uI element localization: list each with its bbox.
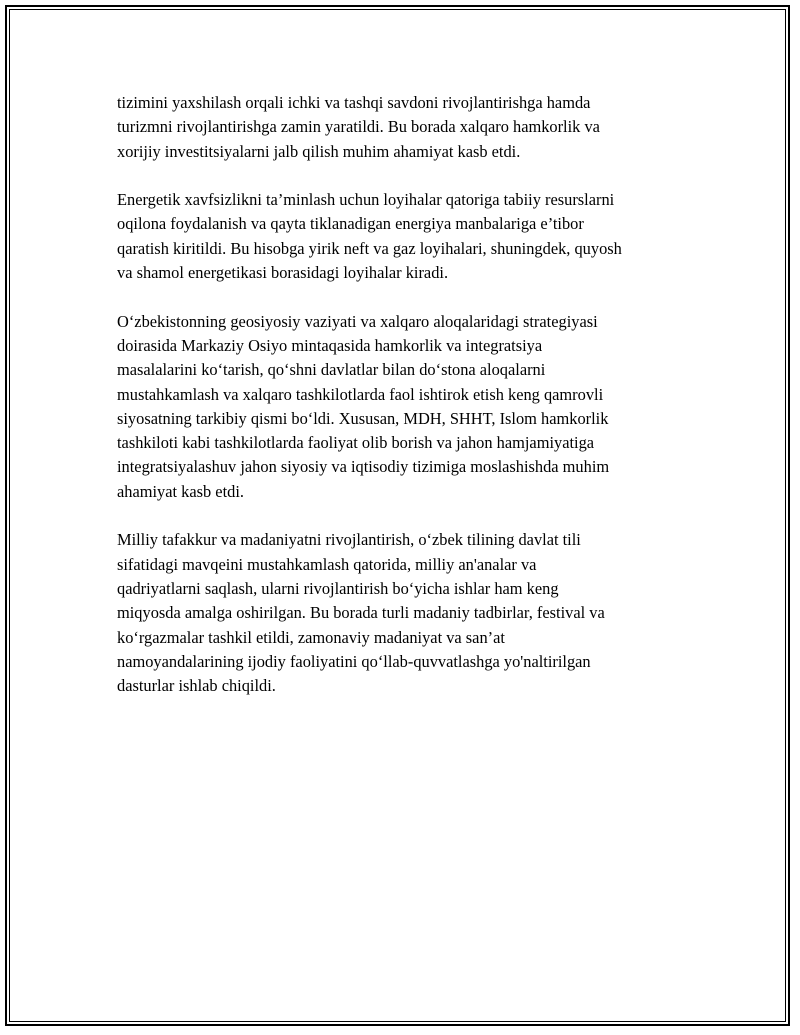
document-body (117, 91, 702, 723)
paragraph-culture (117, 528, 702, 698)
text-line: turizmni rivojlantirishga zamin yaratildi. Bu borada xalqaro hamkorlik va (117, 117, 600, 137)
text-line: namoyandalarining ijodiy faoliyatini qo‘llab-quvvatlashga yo'naltirilgan (117, 651, 591, 671)
text-line: doirasida Markaziy Osiyo mintaqasida hamkorlik va integratsiya (117, 335, 543, 355)
text-line: dasturlar ishlab chiqildi. (117, 676, 276, 696)
text-line: mustahkamlash va xalqaro tashkilotlarda faol ishtirok etish keng qamrovli (117, 384, 604, 404)
paragraph-geopolitics (117, 310, 702, 504)
text-line: xorijiy investitsiyalarni jalb qilish muhim ahamiyat kasb etdi. (117, 141, 521, 161)
text-line: oqilona foydalanish va qayta tiklanadigan energiya manbalariga e’tibor (117, 214, 584, 234)
text-line: qadriyatlarni saqlash, ularni rivojlantirish bo‘yicha ishlar ham keng (117, 578, 559, 598)
text-line: ko‘rgazmalar tashkil etildi, zamonaviy madaniyat va san’at (117, 627, 505, 647)
text-line: va shamol energetikasi borasidagi loyihalar kiradi. (117, 263, 449, 283)
paragraph-energy-security (117, 188, 702, 285)
text-line: miqyosda amalga oshirilgan. Bu borada turli madaniy tadbirlar, festival va (117, 603, 605, 623)
text-line: masalalarini ko‘tarish, qo‘shni davlatlar bilan do‘stona aloqalarni (117, 360, 546, 380)
text-line: ahamiyat kasb etdi. (117, 481, 244, 501)
text-line: qaratish kiritildi. Bu hisobga yirik neft va gaz loyihalari, shuningdek, quyosh (117, 238, 622, 258)
text-line: O‘zbekistonning geosiyosiy vaziyati va xalqaro aloqalaridagi strategiyasi (117, 311, 598, 331)
text-line: Milliy tafakkur va madaniyatni rivojlantirish, o‘zbek tilining davlat tili (117, 530, 581, 550)
text-line: Energetik xavfsizlikni ta’minlash uchun loyihalar qatoriga tabiiy resurslarni (117, 190, 615, 210)
paragraph-trade-tourism (117, 91, 702, 164)
text-line: sifatidagi mavqeini mustahkamlash qatorida, milliy an'analar va (117, 554, 537, 574)
text-line: tashkiloti kabi tashkilotlarda faoliyat olib borish va jahon hamjamiyatiga (117, 433, 595, 453)
text-line: integratsiyalashuv jahon siyosiy va iqtisodiy tizimiga moslashishda muhim (117, 457, 610, 477)
text-line: tizimini yaxshilash orqali ichki va tashqi savdoni rivojlantirishga hamda (117, 93, 591, 112)
text-line: siyosatning tarkibiy qismi bo‘ldi. Xususan, MDH, SHHT, Islom hamkorlik (117, 408, 609, 428)
